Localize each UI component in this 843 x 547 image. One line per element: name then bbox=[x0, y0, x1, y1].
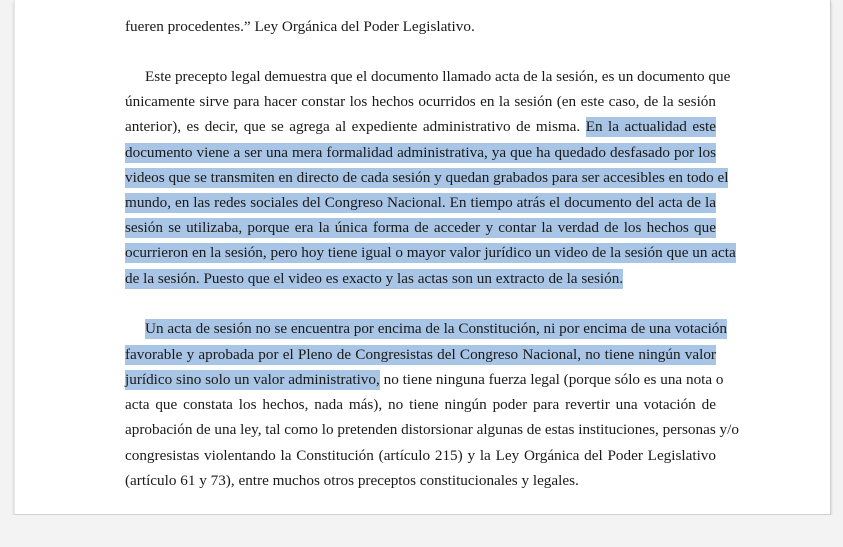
text-line bbox=[125, 167, 729, 188]
highlighted-text: mundo, en las redes sociales del Congreso Nacional. En tiempo atrás el documento del acta de la bbox=[125, 194, 716, 211]
text-line bbox=[125, 419, 739, 440]
text-line bbox=[145, 318, 727, 339]
text-segment: (artículo 61 y 73), entre muchos otros preceptos constitucionales y legales. bbox=[125, 472, 579, 489]
viewer-background-right bbox=[829, 0, 843, 547]
highlighted-text: videos que se transmiten en directo de cada sesión y quedan grabados para ser accesibles en todo el bbox=[125, 169, 729, 186]
text-line bbox=[125, 91, 716, 112]
highlighted-text: jurídico sino solo un valor administrativo, bbox=[125, 371, 380, 388]
highlighted-text: favorable y aprobada por el Pleno de Congresistas del Congreso Nacional, no tiene ningún valor bbox=[125, 346, 716, 363]
text-segment: congresistas violentando la Constitución (artículo 215) y la Ley Orgánica del Poder Legislativo bbox=[125, 447, 716, 464]
text-line bbox=[125, 16, 716, 37]
page-gap bbox=[0, 515, 843, 547]
text-line bbox=[125, 192, 716, 213]
highlighted-text: Un acta de sesión no se encuentra por encima de la Constitución, ni por encima de una votación bbox=[145, 320, 727, 337]
text-line bbox=[125, 116, 716, 137]
text-segment: acta que constata los hechos, nada más), no tiene ningún poder para revertir una votación de bbox=[125, 396, 716, 413]
text-line bbox=[125, 369, 724, 390]
text-line bbox=[145, 66, 731, 87]
highlighted-text: sesión se utilizaba, porque era la única forma de acceder y contar la verdad de los hechos que bbox=[125, 219, 716, 236]
text-line bbox=[125, 268, 716, 289]
document-page bbox=[14, 0, 831, 515]
text-segment: anterior), es decir, que se agrega al expediente administrativo de misma. bbox=[125, 118, 586, 135]
text-line bbox=[125, 242, 736, 263]
text-segment: no tiene ninguna fuerza legal (porque sólo es una nota o bbox=[379, 371, 724, 388]
text-segment: Este precepto legal demuestra que el documento llamado acta de la sesión, es un documento que bbox=[145, 68, 731, 85]
text-segment: aprobación de una ley, tal como lo pretenden distorsionar algunas de estas instituciones, personas y/o bbox=[125, 421, 739, 438]
text-line bbox=[125, 142, 716, 163]
highlighted-text: En la actualidad este bbox=[585, 118, 716, 135]
highlighted-text: ocurrieron en la sesión, pero hoy tiene igual o mayor valor jurídico un video de la sesión que un acta bbox=[125, 244, 736, 261]
viewer-background-left bbox=[0, 0, 14, 547]
highlighted-text: documento viene a ser una mera formalidad administrativa, ya que ha quedado desfasado por los bbox=[125, 144, 716, 161]
highlighted-text: de la sesión. Puesto que el video es exacto y las actas son un extracto de la sesión. bbox=[125, 270, 624, 287]
text-line bbox=[125, 445, 716, 466]
text-line bbox=[125, 470, 716, 491]
text-segment: únicamente sirve para hacer constar los hechos ocurridos en la sesión (en este caso, de la sesión bbox=[125, 93, 716, 110]
text-line bbox=[125, 394, 716, 415]
text-segment: fueren procedentes.” Ley Orgánica del Poder Legislativo. bbox=[125, 18, 475, 35]
text-line bbox=[125, 217, 716, 238]
text-line bbox=[125, 344, 716, 365]
